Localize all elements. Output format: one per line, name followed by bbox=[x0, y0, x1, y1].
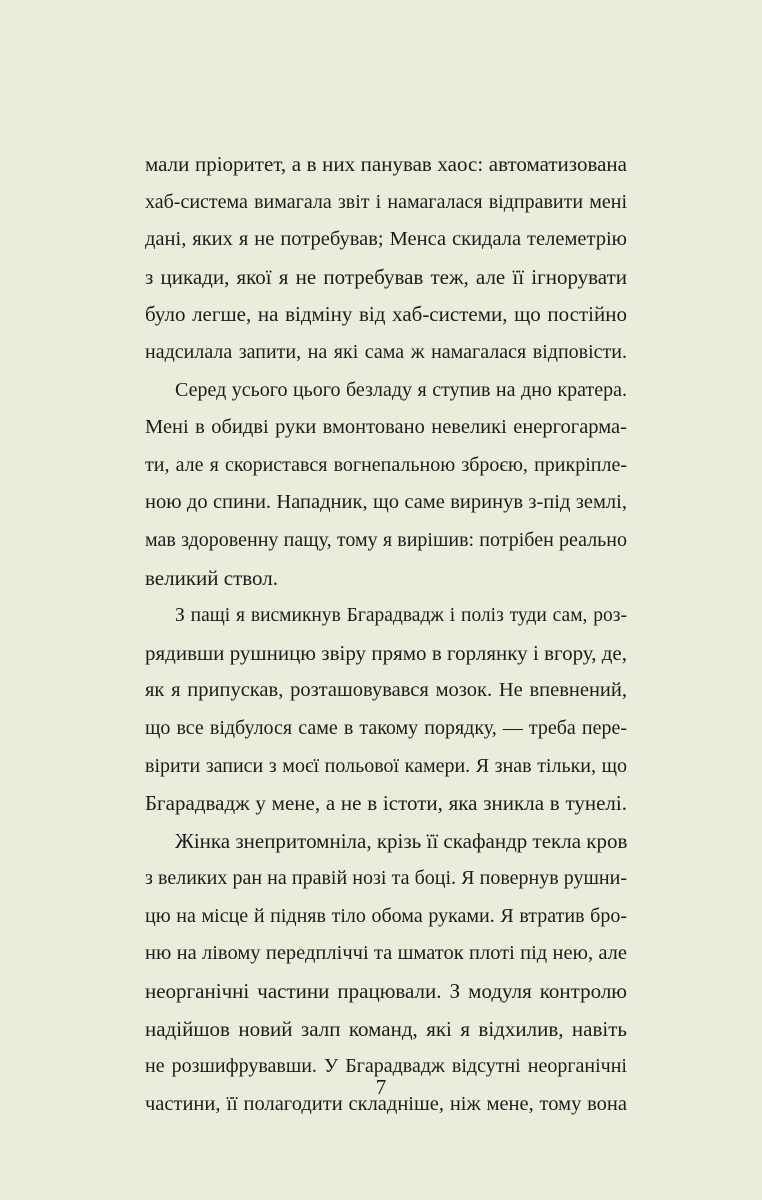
text-line: З пащі я висмикнув Бгарадвадж і поліз туди сам, роз- bbox=[175, 605, 627, 627]
text-line: цю на місце й підняв тіло обома руками. Я втратив бро- bbox=[145, 904, 627, 927]
text-line: Мені в обидві руки вмонтовано невеликі енергогарма- bbox=[145, 416, 627, 439]
text-line: ню на лівому передпліччі та шматок плоті під нею, але bbox=[145, 942, 627, 965]
text-line: що все відбулося саме в такому порядку, — треба пере- bbox=[145, 716, 627, 739]
text-line: з великих ран на правій нозі та боці. Я повернув рушни- bbox=[145, 867, 627, 890]
text-line: Жінка знепритомніла, крізь її скафандр текла кров bbox=[175, 828, 628, 853]
text-line: дані, яких я не потребував; Менса скидала телеметрію bbox=[145, 228, 627, 251]
text-line: було легше, на відміну від хаб-системи, що постійно bbox=[145, 302, 627, 327]
text-line: Серед усього цього безладу я ступив на дно кратера. bbox=[175, 378, 627, 401]
text-line: надійшов новий залп команд, які я відхилив, навіть bbox=[145, 1016, 627, 1041]
text-line: мали пріоритет, а в них панував хаос: автоматизована bbox=[145, 152, 627, 176]
body-text bbox=[145, 146, 627, 1123]
text-line: рядивши рушницю звіру прямо в горлянку і вгору, де, bbox=[145, 640, 627, 665]
text-line: великий ствол. bbox=[145, 565, 278, 590]
text-line: неорганічні частини працювали. З модуля контролю bbox=[145, 979, 627, 1004]
text-line: ною до спини. Нападник, що саме виринув з-під землі, bbox=[145, 491, 627, 514]
text-line: хаб-система вимагала звіт і намагалася відправити мені bbox=[145, 190, 627, 213]
text-line: з цикади, якої я не потребував теж, але її ігнорувати bbox=[145, 264, 627, 289]
text-line: надсилала запити, на які сама ж намагалася відповісти. bbox=[145, 340, 627, 363]
text-line: ти, але я скористався вогнепальною зброєю, прикріпле- bbox=[145, 453, 627, 476]
text-line: мав здоровенну пащу, тому я вирішив: потрібен реально bbox=[145, 528, 627, 551]
text-line: як я припускав, розташовувався мозок. Не впевнений, bbox=[145, 679, 627, 702]
text-line: не розшифрувавши. У Бгарадвадж відсутні неорганічні bbox=[145, 1055, 627, 1078]
text-line: частини, її полагодити складніше, ніж мене, тому вона bbox=[145, 1092, 627, 1115]
page-number: 7 bbox=[375, 1075, 387, 1099]
text-line: вірити записи з моєї польової камери. Я знав тільки, що bbox=[145, 754, 627, 777]
text-line: Бгарадвадж у мене, а не в істоти, яка зникла в тунелі. bbox=[145, 791, 627, 816]
